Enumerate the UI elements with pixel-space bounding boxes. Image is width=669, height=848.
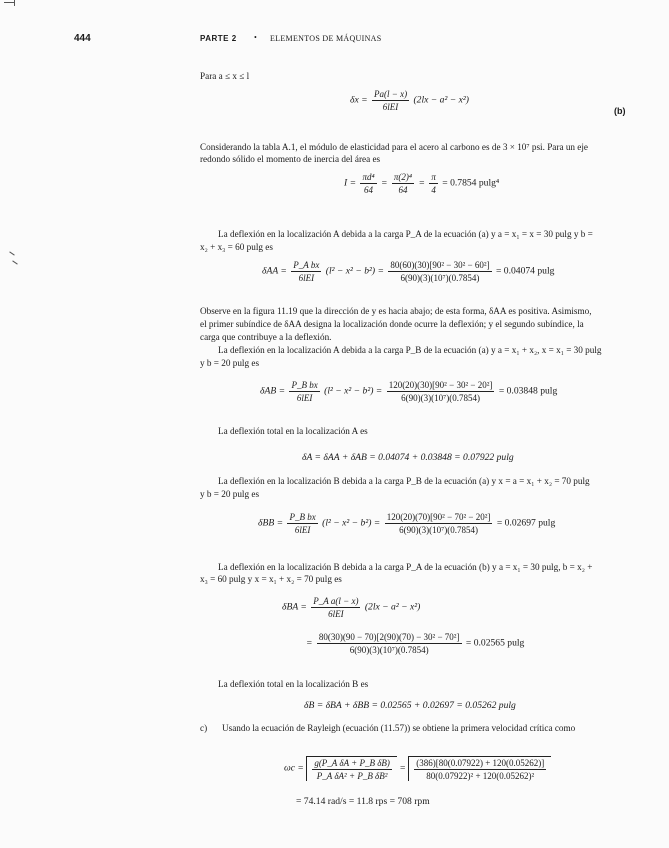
eq-fraction: $\frac{Pa(l - x)}{\text{6lEI}}$ bbox=[374, 89, 408, 112]
equation-b bbox=[350, 89, 469, 112]
header-bullet: • bbox=[254, 33, 258, 42]
equation-omega-result: = 74.14 rad/s = 11.8 rps = 708 rpm bbox=[296, 796, 430, 807]
equation-delta-b-total: δB = δBA + δBB = 0.02565 + 0.02697 = 0.05262 pulg bbox=[304, 700, 516, 711]
paragraph-line: La deflexión total en la localización A es bbox=[218, 426, 368, 436]
paragraph-line: Considerando la tabla A.1, el módulo de elasticidad para el acero al carbono es de 3 × 10⁷ psi. Para un eje bbox=[200, 142, 589, 152]
equation-delta-ba-line2: = $\frac{\text{80(30)(90 − 70)[2(90)(70) − 30² − 70²]}}{\text{6(90)(3)(10⁷)(0.7854)}}$ = 0.02565 pulg bbox=[306, 632, 525, 655]
paragraph-line: el primer subíndice de δAA designa la localización donde ocurre la deflexión; y el segundo subíndice, la bbox=[200, 319, 584, 329]
item-label: c) bbox=[200, 723, 208, 733]
equation-delta-ba: δBA = $\frac{\text{P\_A a(l − x)}}{\text{6lEI}}$ (2lx − a² − x²) bbox=[282, 596, 421, 619]
scan-mark bbox=[12, 260, 17, 264]
paragraph-line: Observe en la figura 11.19 que la dirección de y es hacia abajo; de esta forma, δAA es positiva. Asimismo, bbox=[200, 306, 592, 316]
equation-inertia: I = $\frac{\text{πd⁴}}{64}$ = $\frac{\text{π(2)⁴}}{64}$ = $\frac{\pi}{4}$ = 0.7854 pulg⁴ bbox=[344, 172, 500, 195]
paragraph-line: x₃ = 60 pulg y x = x₁ + x₂ = 70 pulg es bbox=[200, 574, 342, 584]
running-title: ELEMENTOS DE MÁQUINAS bbox=[270, 34, 382, 43]
eq-rest: (2lx − a² − x²) bbox=[413, 94, 469, 106]
crop-mark bbox=[4, 2, 14, 3]
paragraph-line: La deflexión en la localización B debida a la carga P_A de la ecuación (b) y a = x₁ = 30 pulg, b = x₂ + bbox=[218, 562, 593, 572]
paragraph-line: carga que contribuye a la deflexión. bbox=[200, 332, 332, 342]
paragraph-line: x₂ + x₃ = 60 pulg es bbox=[200, 242, 273, 252]
part-label: PARTE 2 bbox=[200, 34, 237, 43]
paragraph-line: redondo sólido el momento de inercia del área es bbox=[200, 154, 381, 164]
equation-delta-aa: δAA = $\frac{\text{P\_A bx}}{\text{6lEI}}$ (l² − x² − b²) = $\frac{\text{80(60)(30)[90² − 30² − 60²]}}{\text{6(90)(3)(10⁷)(0.7854)}}$ = 0.04074 pulg bbox=[262, 260, 555, 283]
paragraph-line: La deflexión en la localización A debida a la carga P_A de la ecuación (a) y a = x₁ = x = 30 pulg y b = bbox=[218, 229, 593, 239]
page-number: 444 bbox=[74, 33, 91, 44]
paragraph-line: Usando la ecuación de Rayleigh (ecuación (11.57)) se obtiene la primera velocidad crítica como bbox=[222, 723, 576, 733]
eq-lhs: δx = bbox=[350, 94, 368, 106]
equation-delta-a-total: δA = δAA + δAB = 0.04074 + 0.03848 = 0.07922 pulg bbox=[302, 452, 514, 463]
equation-delta-bb: δBB = $\frac{\text{P\_B bx}}{\text{6lEI}}$ (l² − x² − b²) = $\frac{\text{120(20)(70)[90² − 70² − 20²]}}{\text{6(90)(3)(10⁷)(0.7854)}}$ = 0.02697 pulg bbox=[258, 512, 556, 535]
equation-delta-ab: δAB = $\frac{\text{P\_B bx}}{\text{6lEI}}$ (l² − x² − b²) = $\frac{\text{120(20)(30)[90² − 30² − 20²]}}{\text{6(90)(3)(10⁷)(0.7854)}}$ = 0.03848 pulg bbox=[260, 380, 558, 403]
paragraph-line: La deflexión en la localización B debida a la carga P_B de la ecuación (a) y x = a = x₁ + x₂ = 70 pulg bbox=[218, 476, 590, 486]
equation-omega: ωc = $\frac{\text{g(P\_A δA + P\_B δB)}}{\text{P\_A δA² + P\_B δB²}}$ = $\frac{(386)[80(0.07922) + 120(0.05262)]}{\text{80(0.07922)² + 120(0.05262)²}}$ bbox=[284, 756, 551, 781]
paragraph-line: La deflexión en la localización A debida a la carga P_B de la ecuación (a) y a = x₁ + x₂, x = x₁ = 30 pulg bbox=[218, 345, 602, 355]
paragraph-line: y b = 20 pulg es bbox=[200, 358, 260, 368]
paragraph-line: y b = 20 pulg es bbox=[200, 489, 260, 499]
equation-number: (b) bbox=[614, 106, 626, 116]
scan-mark bbox=[9, 251, 14, 255]
range-text: Para a ≤ x ≤ l bbox=[200, 71, 250, 81]
crop-mark bbox=[14, 0, 15, 6]
paragraph-line: La deflexión total en la localización B es bbox=[218, 679, 369, 689]
